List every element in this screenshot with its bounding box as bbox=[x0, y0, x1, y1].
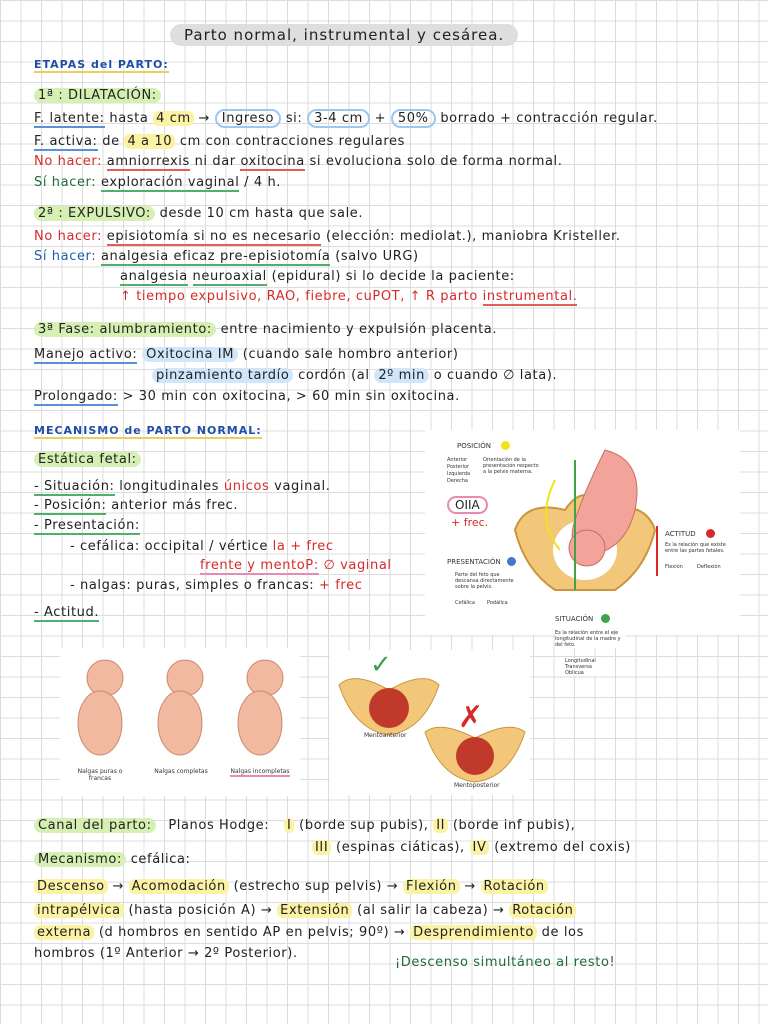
mento-label-2: Mentoposterior bbox=[454, 782, 500, 789]
dil-si-hacer-t2: / 4 h. bbox=[244, 175, 282, 190]
cefalica-line bbox=[70, 539, 334, 554]
frente-line bbox=[200, 558, 392, 573]
situacion-t1: longitudinales bbox=[119, 479, 220, 494]
canal-label: Canal del parto: bbox=[34, 818, 156, 833]
babies-figure bbox=[60, 648, 300, 796]
alumbramiento-heading: 3ª Fase: alumbramiento: bbox=[34, 322, 216, 337]
posicion-line bbox=[34, 498, 238, 513]
pinzamiento-t2: o cuando ∅ lata). bbox=[433, 368, 558, 383]
pelvis-figure bbox=[425, 430, 740, 635]
fig-actitud-desc: Es la relación que existe entre las partes fetales. bbox=[665, 542, 726, 554]
fig-oiia: OIIA bbox=[447, 496, 488, 514]
intrapelvica: intrapélvica bbox=[34, 903, 124, 918]
ingreso-cm: 3-4 cm bbox=[307, 109, 370, 128]
presentacion-line bbox=[34, 518, 140, 533]
arrow-6: → bbox=[393, 925, 406, 940]
intrapelvica-text: (hasta posición A) bbox=[128, 903, 257, 918]
presentacion-label: - Presentación: bbox=[34, 518, 140, 533]
actitud-arrow-icon bbox=[656, 526, 658, 576]
manejo-label: Manejo activo: bbox=[34, 347, 138, 362]
intrapelvica-line bbox=[34, 903, 576, 918]
latente-label: F. latente: bbox=[34, 111, 105, 126]
green-dot-icon bbox=[601, 614, 610, 623]
fig-posicion-list: Anterior Posterior Izquierda Derecha bbox=[447, 457, 471, 484]
mento-figure bbox=[330, 650, 530, 795]
fig-deflexion: Deflexión bbox=[697, 564, 721, 570]
externa-text: (d hombros en sentido AP en pelvis; 90º) bbox=[98, 925, 390, 940]
fig-cefalica: Cefálica bbox=[455, 600, 475, 606]
fig-flexion: Flexión bbox=[665, 564, 683, 570]
babies-label-2: Nalgas completas bbox=[154, 768, 208, 775]
hodge-iv-text: (extremo del coxis) bbox=[494, 840, 631, 855]
check-icon: ✓ bbox=[370, 650, 392, 680]
prolongado-label: Prolongado: bbox=[34, 389, 118, 404]
exp-line4 bbox=[120, 289, 577, 304]
exp-line3-t3: (epidural) si lo decide la paciente: bbox=[271, 269, 515, 284]
activa-cm: 4 a 10 bbox=[124, 134, 175, 149]
descenso-note: ¡Descenso simultáneo al resto! bbox=[395, 955, 616, 970]
externa: externa bbox=[34, 925, 94, 940]
fig-situacion-list: Longitudinal Transversa Oblicua bbox=[565, 658, 596, 676]
fig-situacion-desc: Es la relación entre el eje longitudinal de la madre y del feto. bbox=[555, 630, 625, 648]
situacion-label: - Situación: bbox=[34, 479, 115, 494]
frente-vaginal: ∅ vaginal bbox=[323, 558, 392, 573]
dil-no-hacer-t3: oxitocina bbox=[240, 154, 305, 169]
alumbramiento-text: entre nacimiento y expulsión placenta. bbox=[220, 322, 498, 337]
latente-arrow: → bbox=[198, 111, 211, 126]
dil-no-hacer-label: No hacer: bbox=[34, 154, 103, 169]
ingreso-rest: borrado + contracción regular. bbox=[440, 111, 658, 126]
descenso-line bbox=[34, 879, 548, 894]
pinzamiento-t1: cordón (al bbox=[298, 368, 370, 383]
exp-line4-t: ↑ tiempo expulsivo, RAO, fiebre, cuPOT, ↑ R parto bbox=[120, 289, 478, 304]
babies-label-3: Nalgas incompletas bbox=[230, 768, 290, 775]
activa-text2: cm con contracciones regulares bbox=[179, 134, 405, 149]
nalgas-red: + frec bbox=[319, 578, 363, 593]
nalgas-line bbox=[70, 578, 362, 593]
section-title-etapas: ETAPAS del PARTO: bbox=[34, 58, 169, 71]
nalgas-text: puras, simples o francas: bbox=[136, 578, 315, 593]
dil-no-hacer-t1: amniorrexis bbox=[106, 154, 190, 169]
hombros-line bbox=[34, 946, 298, 961]
ingreso-plus: + bbox=[374, 111, 387, 126]
cross-icon: ✗ bbox=[458, 700, 484, 735]
prolongado-line bbox=[34, 389, 460, 404]
dilatacion-heading: 1ª : DILATACIÓN: bbox=[34, 88, 161, 103]
hodge-ii-text: (borde inf pubis), bbox=[452, 818, 576, 833]
dil-si-hacer-label: Sí hacer: bbox=[34, 175, 97, 190]
manejo-oxitocina: Oxitocina IM bbox=[142, 347, 238, 362]
nalgas-label: - nalgas: bbox=[70, 578, 132, 593]
exp-si-hacer-t2: (salvo URG) bbox=[335, 249, 419, 264]
exp-no-hacer-line bbox=[34, 229, 621, 244]
fig-pres-desc: Parte del feto que descansa directamente sobre la pelvis. bbox=[455, 572, 514, 590]
section-title-mecanismo: MECANISMO de PARTO NORMAL: bbox=[34, 424, 262, 437]
flexion: Flexión bbox=[403, 879, 460, 894]
hodge-ii: II bbox=[433, 818, 448, 833]
ingreso: Ingreso bbox=[215, 109, 281, 128]
cefalica-text: occipital / vértice bbox=[144, 539, 268, 554]
dil-no-hacer-t4: si evoluciona solo de forma normal. bbox=[309, 154, 563, 169]
expulsivo-line bbox=[34, 206, 363, 221]
desprendimiento: Desprendimiento bbox=[410, 925, 537, 940]
alumbramiento-line bbox=[34, 322, 497, 337]
fig-presentacion-label: PRESENTACIÓN bbox=[447, 558, 501, 566]
fig-actitud-label: ACTITUD bbox=[665, 530, 696, 538]
fig-oiia-frec: + frec. bbox=[451, 516, 489, 529]
dil-si-hacer-line bbox=[34, 175, 281, 190]
canal-line2 bbox=[312, 840, 631, 855]
fig-posicion-desc: Orientación de la presentación respecto a la pelvis materna. bbox=[483, 457, 539, 475]
acomodacion: Acomodación bbox=[129, 879, 229, 894]
fig-podalica: Podálica bbox=[487, 600, 508, 606]
dil-no-hacer-t2: ni dar bbox=[194, 154, 236, 169]
mecanismo-label-t: cefálica: bbox=[130, 852, 191, 867]
actitud-label: - Actitud. bbox=[34, 605, 100, 620]
exp-si-hacer-label: Sí hacer: bbox=[34, 249, 97, 264]
babies-illustration bbox=[60, 648, 300, 768]
page-title: Parto normal, instrumental y cesárea. bbox=[170, 24, 518, 46]
extension: Extensión bbox=[277, 903, 352, 918]
expulsivo-text: desde 10 cm hasta que sale. bbox=[159, 206, 364, 221]
pinzamiento-line bbox=[152, 368, 557, 383]
situacion-line bbox=[34, 479, 330, 494]
canal-line bbox=[34, 818, 575, 833]
exp-line3-t1: analgesia bbox=[120, 269, 188, 284]
externa-line bbox=[34, 925, 584, 940]
hodge-iii: III bbox=[312, 840, 331, 855]
exp-line3 bbox=[120, 269, 515, 284]
fig-situacion-label: SITUACIÓN bbox=[555, 615, 594, 623]
rotacion-2: Rotación bbox=[509, 903, 576, 918]
exp-line4-b: instrumental. bbox=[482, 289, 578, 304]
mento-label-1: Mentoanterior bbox=[364, 732, 407, 739]
hodge-i: I bbox=[284, 818, 294, 833]
exp-no-hacer-label: No hacer: bbox=[34, 229, 103, 244]
situacion-t3: vaginal. bbox=[274, 479, 331, 494]
cefalica-label: - cefálica: bbox=[70, 539, 140, 554]
dilatacion-heading-line bbox=[34, 88, 161, 103]
latente-line bbox=[34, 111, 658, 126]
ingreso-borrado: 50% bbox=[391, 109, 436, 128]
activa-line bbox=[34, 134, 405, 149]
exp-si-hacer-t1: analgesia eficaz pre-episiotomía bbox=[100, 249, 331, 264]
pinzamiento-hl: pinzamiento tardío bbox=[152, 368, 293, 383]
mentoposterior-illustration bbox=[420, 720, 530, 785]
extension-text: (al salir la cabeza) bbox=[357, 903, 489, 918]
latente-text: hasta bbox=[109, 111, 149, 126]
hodge-iii-text: (espinas ciáticas), bbox=[336, 840, 465, 855]
hodge-i-text: (borde sup pubis), bbox=[299, 818, 429, 833]
estatica-line bbox=[34, 452, 141, 467]
desprendimiento-text: de los bbox=[541, 925, 584, 940]
ingreso-si: si: bbox=[285, 111, 303, 126]
cefalica-red: la + frec bbox=[272, 539, 334, 554]
dil-si-hacer-t1: exploración vaginal bbox=[100, 175, 240, 190]
arrow-4: → bbox=[260, 903, 273, 918]
arrow-2: → bbox=[386, 879, 399, 894]
frente-text: frente y mentoP: bbox=[200, 558, 319, 573]
pinzamiento-hl2: 2º min bbox=[374, 368, 429, 383]
canal-planos: Planos Hodge: bbox=[168, 818, 270, 833]
mecanismo-label: Mecanismo: bbox=[34, 852, 126, 867]
acomodacion-text: (estrecho sup pelvis) bbox=[233, 879, 383, 894]
exp-no-hacer-t1: episiotomía si no es necesario bbox=[106, 229, 322, 244]
activa-label: F. activa: bbox=[34, 134, 98, 149]
descenso: Descenso bbox=[34, 879, 108, 894]
hombros-text: hombros (1º Anterior → 2º Posterior). bbox=[34, 946, 298, 961]
arrow-5: → bbox=[493, 903, 505, 918]
red-dot-icon bbox=[706, 529, 715, 538]
activa-text1: de bbox=[102, 134, 120, 149]
pelvis-illustration bbox=[505, 440, 665, 600]
hodge-iv: IV bbox=[470, 840, 490, 855]
exp-no-hacer-t2: (elección: mediolat.), maniobra Kristeller. bbox=[325, 229, 621, 244]
exp-si-hacer-line bbox=[34, 249, 419, 264]
latente-cm: 4 cm bbox=[153, 111, 194, 126]
actitud-line bbox=[34, 605, 99, 620]
manejo-line bbox=[34, 347, 459, 362]
mecanismo-line bbox=[34, 852, 191, 867]
posicion-text: anterior más frec. bbox=[111, 498, 239, 513]
situacion-t2: únicos bbox=[223, 479, 270, 494]
dil-no-hacer-line bbox=[34, 154, 562, 169]
posicion-label: - Posición: bbox=[34, 498, 107, 513]
estatica-heading: Estática fetal: bbox=[34, 452, 141, 467]
arrow-1: → bbox=[112, 879, 124, 894]
arrow-3: → bbox=[464, 879, 476, 894]
manejo-text: (cuando sale hombro anterior) bbox=[242, 347, 459, 362]
expulsivo-heading: 2ª : EXPULSIVO: bbox=[34, 206, 155, 221]
prolongado-text: > 30 min con oxitocina, > 60 min sin oxitocina. bbox=[122, 389, 460, 404]
exp-line3-t2: neuroaxial bbox=[192, 269, 267, 284]
rotacion: Rotación bbox=[481, 879, 548, 894]
note-line bbox=[395, 955, 615, 970]
fig-posicion-label: POSICIÓN bbox=[457, 442, 491, 450]
babies-label-1: Nalgas puras o francas bbox=[77, 768, 123, 782]
